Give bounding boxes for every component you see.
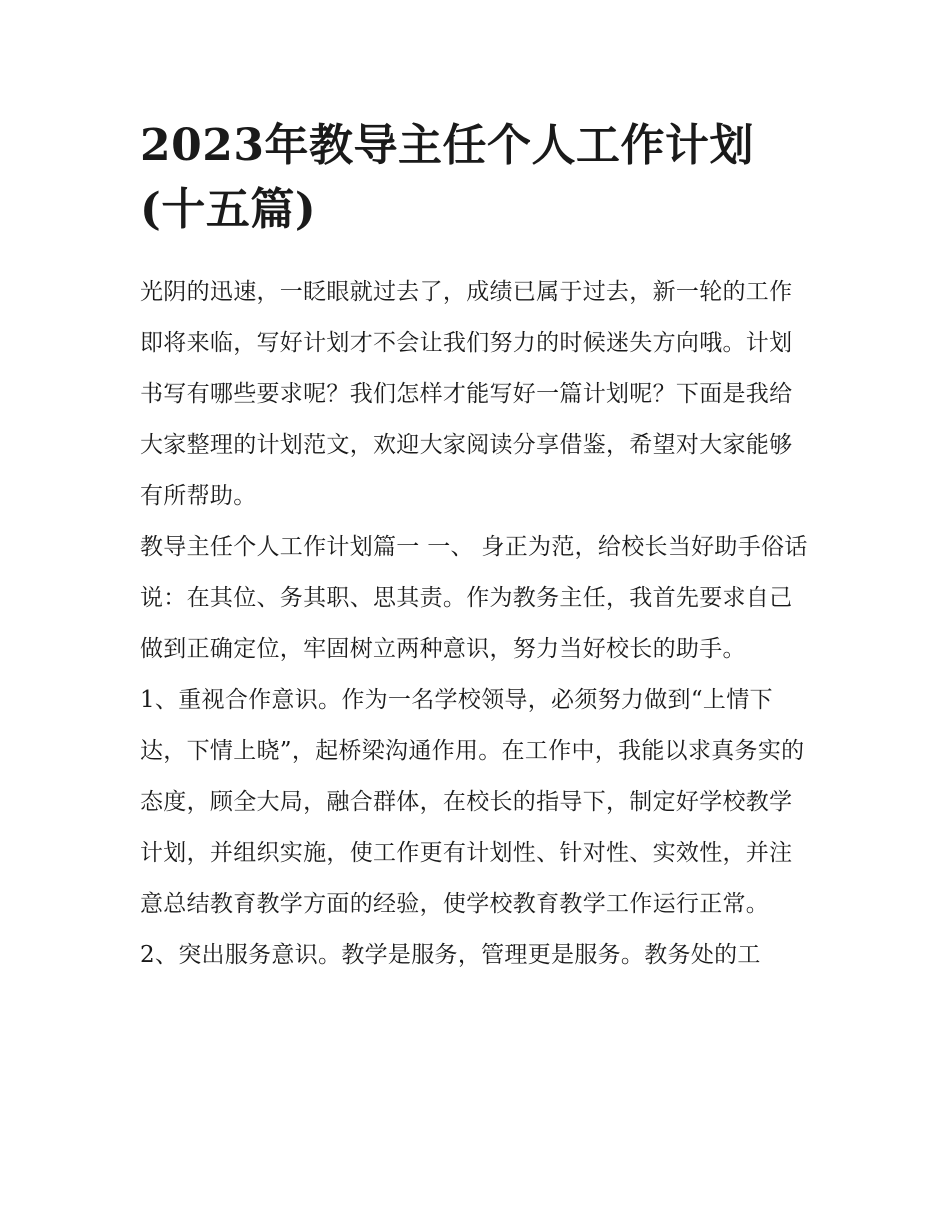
title-line-1: 2023年教导主任个人工作计划 xyxy=(140,120,754,171)
paragraph-intro: 光阴的迅速，一眨眼就过去了，成绩已属于过去，新一轮的工作即将来临，写好计划才不会让我们努力的时候迷失方向哦。计划书写有哪些要求呢？我们怎样才能写好一篇计划呢？下面是我给大家整理的计划范文，欢迎大家阅读分享借鉴，希望对大家能够有所帮助。 xyxy=(140,279,793,509)
paragraph-section-one: 教导主任个人工作计划篇一 一、 身正为范，给校长当好助手俗话说：在其位、务其职、思其责。作为教务主任，我首先要求自己做到正确定位，牢固树立两种意识，努力当好校长的助手。 xyxy=(140,534,808,662)
document-body xyxy=(140,114,812,981)
paragraph-point-1: 1、重视合作意识。作为一名学校领导，必须努力做到“上情下达，下情上晓”，起桥梁沟通作用。在工作中，我能以求真务实的态度，顾全大局，融合群体，在校长的指导下，制定好学校教学计划，并组织实施，使工作更有计划性、针对性、实效性，并注意总结教育教学方面的经验，使学校教育教学工作运行正常。 xyxy=(140,687,805,917)
title-line-2: (十五篇) xyxy=(140,184,317,235)
document-title xyxy=(140,114,812,242)
paragraph-point-2: 2、突出服务意识。教学是服务，管理更是服务。教务处的工 xyxy=(140,942,761,968)
